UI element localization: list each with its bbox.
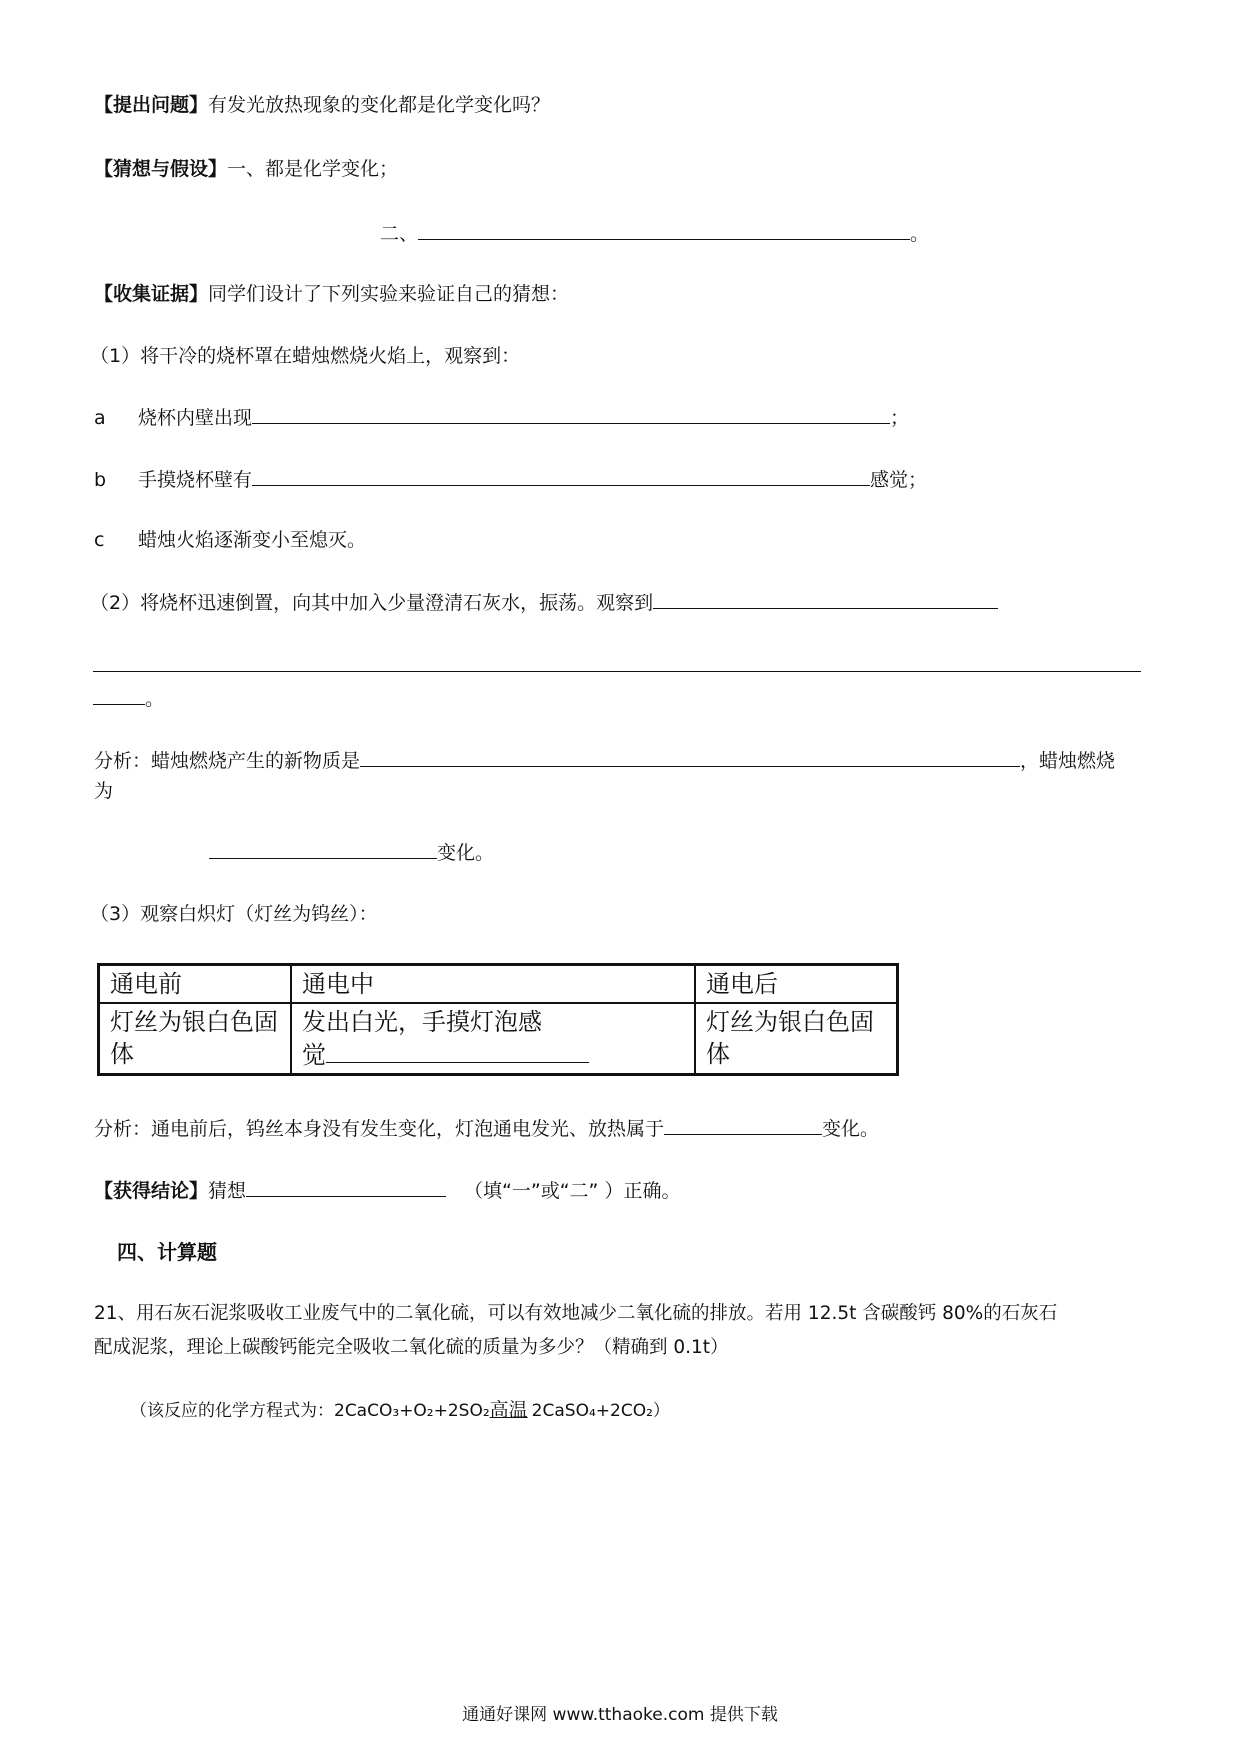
analysis-2-prefix: 分析：通电前后，钨丝本身没有发生变化，灯泡通电发光、放热属于 bbox=[94, 1118, 665, 1140]
hypothesis-two-prefix: 二、 bbox=[380, 223, 419, 245]
table-cell-during bbox=[291, 1003, 695, 1074]
observation-a-suffix: ； bbox=[890, 407, 910, 429]
analysis-1-suffix: 变化。 bbox=[437, 842, 495, 864]
table-cell-during-line-2 bbox=[302, 1038, 684, 1071]
table-header-cell: 通电中 bbox=[291, 965, 695, 1003]
experiment-1: （1）将干冷的烧杯罩在蜡烛燃烧火焰上，观察到： bbox=[90, 345, 521, 367]
hypothesis-two-line bbox=[380, 221, 929, 246]
hypothesis-one: 一、都是化学变化； bbox=[227, 158, 399, 180]
observation-b-letter: b bbox=[94, 469, 107, 491]
analysis-1-line bbox=[94, 748, 1115, 773]
analysis-2-suffix: 变化。 bbox=[822, 1118, 880, 1140]
experiment-2-end: 。 bbox=[145, 688, 165, 710]
ask-label: 【提出问题】 bbox=[94, 94, 209, 116]
observation-a-letter: a bbox=[94, 407, 106, 429]
observation-b-text: 手摸烧杯壁有 bbox=[138, 469, 253, 491]
experiment-2-blank-2[interactable] bbox=[93, 671, 1141, 672]
equation-suffix: ） bbox=[652, 1401, 670, 1421]
table-header-cell: 通电前 bbox=[99, 965, 291, 1003]
observation-a-text: 烧杯内壁出现 bbox=[138, 407, 253, 429]
analysis-2-blank[interactable] bbox=[664, 1116, 822, 1135]
observation-table bbox=[97, 963, 899, 1076]
equation-condition: 高温 bbox=[489, 1399, 528, 1421]
question-21-line-1: 21、用石灰石泥浆吸收工业废气中的二氧化硫，可以有效地减少二氧化硫的排放。若用 12.5t 含碳酸钙 80%的石灰石 bbox=[94, 1303, 1058, 1324]
table-header-cell: 通电后 bbox=[695, 965, 897, 1003]
hypothesis-line bbox=[94, 157, 398, 181]
observation-c-text: 蜡烛火焰逐渐变小至熄灭。 bbox=[138, 529, 367, 551]
conclusion-blank[interactable] bbox=[246, 1178, 446, 1197]
observation-a bbox=[94, 405, 909, 430]
experiment-2 bbox=[90, 590, 998, 615]
observation-a-blank[interactable] bbox=[252, 405, 890, 424]
observation-b-blank[interactable] bbox=[252, 467, 870, 486]
conclusion-suffix: （填“一”或“二” ）正确。 bbox=[464, 1180, 681, 1202]
experiment-2-blank-3[interactable] bbox=[93, 686, 145, 705]
analysis-1-wei: 为 bbox=[94, 780, 114, 802]
hypothesis-two-suffix: 。 bbox=[910, 223, 930, 245]
experiment-2-end-line bbox=[93, 686, 164, 711]
question-21-line-2: 配成泥浆，理论上碳酸钙能完全吸收二氧化硫的质量为多少？（精确到 0.1t） bbox=[94, 1337, 729, 1358]
analysis-1-mid: ，蜡烛燃烧 bbox=[1020, 750, 1116, 772]
table-cell-after: 灯丝为银白色固体 bbox=[695, 1003, 897, 1074]
observation-c bbox=[94, 528, 366, 552]
collect-label: 【收集证据】 bbox=[94, 283, 209, 305]
collect-line bbox=[94, 282, 569, 306]
analysis-1-line-2 bbox=[209, 840, 494, 865]
table-cell-during-jue: 觉 bbox=[302, 1041, 326, 1069]
ask-text: 有发光放热现象的变化都是化学变化吗？ bbox=[208, 94, 551, 116]
question-line bbox=[94, 93, 550, 117]
page-footer: 通通好课网 www.tthaoke.com 提供下载 bbox=[462, 1705, 778, 1725]
experiment-2-text: （2）将烧杯迅速倒置，向其中加入少量澄清石灰水，振荡。观察到 bbox=[90, 592, 654, 614]
observation-b-suffix: 感觉； bbox=[870, 469, 928, 491]
section-title-calculation: 四、计算题 bbox=[117, 1240, 217, 1264]
conclusion-prefix: 猜想 bbox=[208, 1180, 247, 1202]
equation-prefix: （该反应的化学方程式为： bbox=[130, 1401, 334, 1421]
observation-c-letter: c bbox=[94, 529, 105, 551]
hypothesis-label: 【猜想与假设】 bbox=[94, 158, 228, 180]
observation-b bbox=[94, 467, 927, 492]
table-cell-during-line-1: 发出白光，手摸灯泡感 bbox=[302, 1008, 542, 1036]
analysis-1-blank-1[interactable] bbox=[360, 748, 1020, 767]
analysis-2-line bbox=[94, 1116, 879, 1141]
experiment-2-blank-1[interactable] bbox=[653, 590, 998, 609]
equation-right: 2CaSO₄+2CO₂ bbox=[531, 1401, 653, 1421]
equation-line bbox=[130, 1398, 670, 1423]
collect-text: 同学们设计了下列实验来验证自己的猜想： bbox=[208, 283, 570, 305]
analysis-1-blank-2[interactable] bbox=[209, 840, 437, 859]
conclusion-line bbox=[94, 1178, 680, 1203]
hypothesis-two-blank[interactable] bbox=[418, 221, 910, 240]
table-cell-blank[interactable] bbox=[326, 1038, 589, 1063]
experiment-3: （3）观察白炽灯（灯丝为钨丝）： bbox=[90, 903, 378, 925]
conclusion-label: 【获得结论】 bbox=[94, 1180, 209, 1202]
table-row bbox=[99, 1003, 897, 1074]
analysis-1-prefix: 分析：蜡烛燃烧产生的新物质是 bbox=[94, 750, 361, 772]
table-header-row bbox=[99, 965, 897, 1003]
equation-left: 2CaCO₃+O₂+2SO₂ bbox=[334, 1401, 490, 1421]
table-cell-before: 灯丝为银白色固体 bbox=[99, 1003, 291, 1074]
